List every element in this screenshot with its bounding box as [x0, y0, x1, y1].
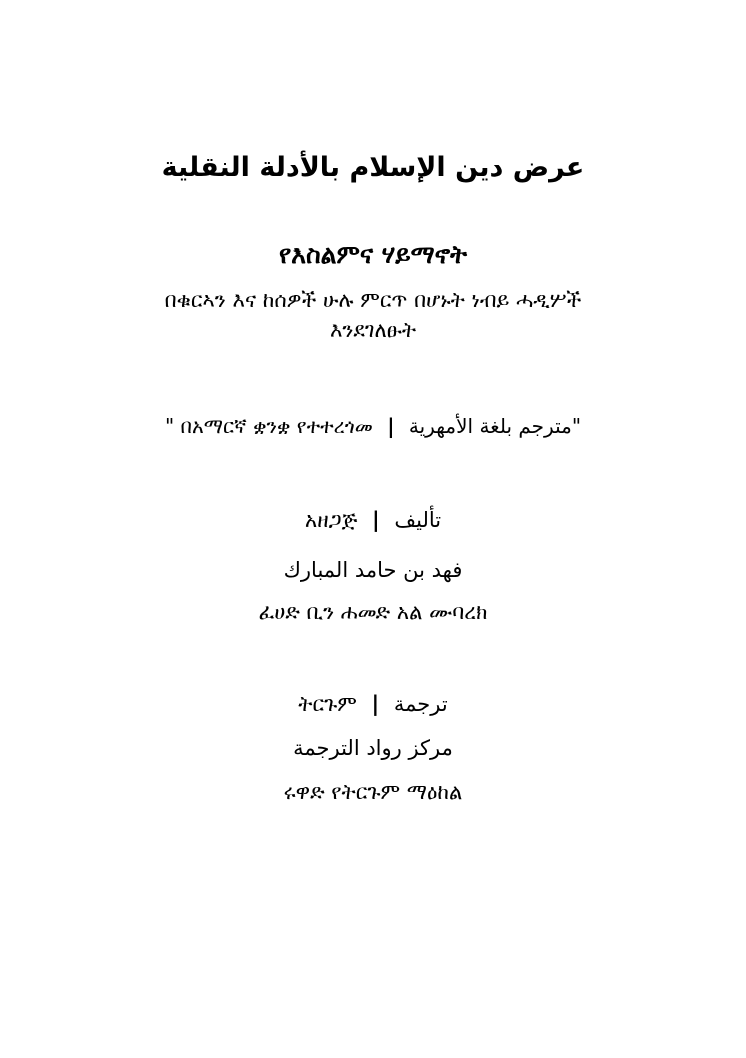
prepared-by-amharic: አዘጋጅ [304, 508, 358, 532]
translation-by-amharic: ትርጉም [298, 692, 357, 716]
translated-quote-close: " [571, 414, 582, 438]
title-amharic: የእስልምና ሃይማኖት [278, 240, 468, 269]
translation-by-line [40, 692, 706, 717]
translation-by-separator: | [371, 692, 380, 716]
translated-separator: | [387, 414, 395, 438]
author-arabic: فهد بن حامد المبارك [283, 558, 463, 582]
center-amharic: ሩዋድ የትርጉም ማዕከል [283, 780, 463, 804]
subtitle-line-2: እንደገለፁት [329, 318, 417, 342]
prepared-by-arabic: تأليف [394, 508, 442, 532]
title-arabic: عرض دين الإسلام بالأدلة النقلية [161, 152, 585, 183]
prepared-by-line [40, 508, 706, 533]
prepared-by-separator: | [372, 508, 380, 532]
subtitle-line-1: በቁርኣን እና ከሰዎች ሁሉ ምርጥ በሆኑት ነብይ ሓዲሦች [164, 288, 582, 312]
translated-line [40, 414, 706, 438]
author-amharic: ፈሀድ ቢን ሐመድ አል ሙባረክ [258, 600, 488, 624]
translated-amharic: በአማርኛ ቋንቋ የተተረጎመ [180, 414, 373, 438]
center-arabic: مركز رواد الترجمة [293, 736, 453, 760]
translated-quote-open: " [164, 414, 175, 438]
translation-by-arabic: ترجمة [393, 692, 448, 716]
translated-arabic: مترجم بلغة الأمهرية [408, 414, 572, 438]
